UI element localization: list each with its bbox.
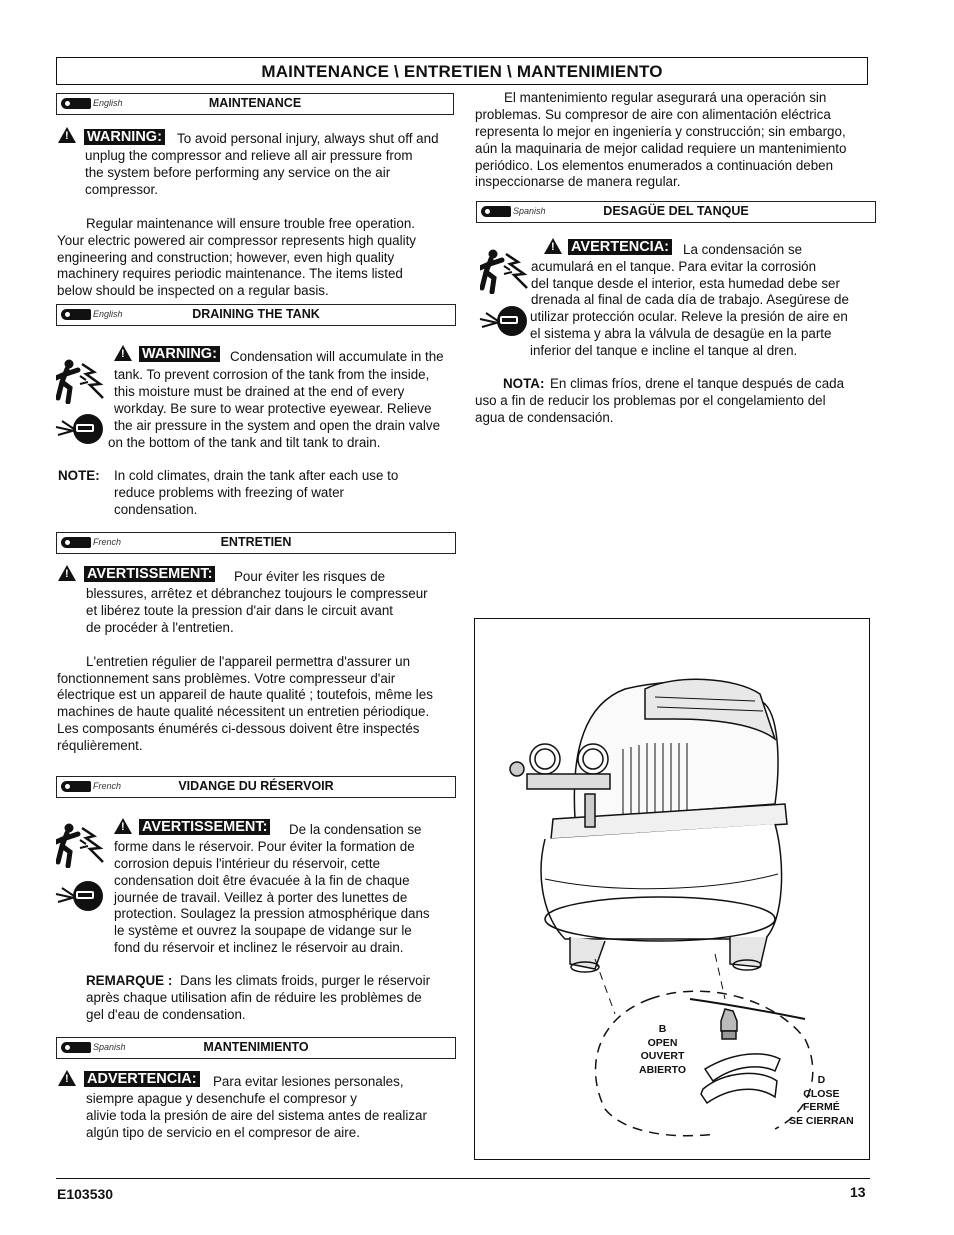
body-text-line: Regular maintenance will ensure trouble free operation. [86, 216, 416, 231]
section-header-maintenance-es [56, 1037, 456, 1059]
body-text-line: El mantenimiento regular asegurará una operación sin [504, 90, 827, 105]
warning-text-line: workday. Be sure to wear protective eyewear. Relieve [114, 401, 432, 416]
body-text-line: machines de haute qualité nécessitent un entretien périodique. [57, 704, 430, 719]
warning-icon [58, 127, 76, 145]
warning-badge: AVERTISSEMENT: [84, 565, 215, 582]
section-header-maintenance-en [56, 93, 454, 115]
section-title: DRAINING THE TANK [192, 307, 320, 321]
note-text-line: condensation. [114, 502, 198, 517]
section-title: DESAGÜE DEL TANQUE [603, 204, 749, 218]
warning-icon [58, 565, 76, 583]
warning-text-line: on the bottom of the tank and tilt tank to drain. [108, 435, 381, 450]
warning-text-line: fond du réservoir et inclinez le réservoir au drain. [114, 940, 404, 955]
electric-shock-hazard-icon [56, 822, 106, 868]
eye-protection-icon [54, 880, 106, 914]
warning-text-line: La condensación se [683, 242, 803, 257]
warning-text-line: de procéder à l'entretien. [86, 620, 234, 635]
language-tag-english: English [61, 97, 123, 110]
note-text-line: Dans les climats froids, purger le réservoir [180, 973, 431, 988]
note-text-line: après chaque utilisation afin de réduire les problèmes de [86, 990, 422, 1005]
eye-protection-icon [478, 305, 530, 339]
language-tag-spanish: Spanish [481, 205, 543, 218]
warning-text-line: drenada al final de cada día de trabajo. Asegúrese de [531, 292, 849, 307]
warning-text-line: siempre apague y desenchufe el compresor y [86, 1091, 357, 1106]
note-text-line: En climas fríos, drene el tanque después de cada [550, 376, 845, 391]
warning-text-line: Para evitar lesiones personales, [213, 1074, 404, 1089]
language-tag-french: French [61, 536, 123, 549]
warning-text-line: corrosion depuis l'intérieur du réservoir, cette [114, 856, 381, 871]
warning-icon [544, 238, 562, 256]
close-label: D CLOSE FERMÉ SE CIERRAN [789, 1074, 854, 1127]
body-text-line: machinery requires periodic maintenance. The items listed [57, 266, 403, 281]
section-title: ENTRETIEN [220, 535, 292, 549]
eye-protection-icon [54, 413, 106, 447]
section-title: VIDANGE DU RÉSERVOIR [178, 779, 334, 793]
body-text-line: L'entretien régulier de l'appareil permettra d'assurer un [86, 654, 411, 669]
warning-text-line: unplug the compressor and relieve all air pressure from [85, 148, 413, 163]
open-label: B OPEN OUVERT ABIERTO [639, 1023, 687, 1076]
warning-text-line: the air pressure in the system and open the drain valve [114, 418, 441, 433]
note-text-line: reduce problems with freezing of water [114, 485, 344, 500]
body-text-line: engineering and construction; however, even high quality [57, 250, 395, 265]
body-text-line: aún la maquinaria de mejor calidad requiere un mantenimiento [475, 141, 847, 156]
section-title: MAINTENANCE [208, 96, 302, 110]
body-text-line: réqulièrement. [57, 738, 143, 753]
warning-text-line: el sistema y abra la válvula de desagüe en la parte [530, 326, 832, 341]
body-text-line: below should be inspected on a regular basis. [57, 283, 329, 298]
note-label: NOTA: [503, 376, 545, 391]
warning-text-line: algún tipo de servicio en el compresor de aire. [86, 1125, 360, 1140]
warning-text-line: this moisture must be drained at the end of every [114, 384, 405, 399]
warning-text-line: forme dans le réservoir. Pour éviter la formation de [114, 839, 415, 854]
language-tag-french: French [61, 780, 123, 793]
warning-text-line: et libérez toute la pression d'air dans le circuit avant [86, 603, 393, 618]
warning-text-line: blessures, arrêtez et débranchez toujours le compresseur [86, 586, 428, 601]
electric-shock-hazard-icon [480, 248, 530, 294]
warning-text-line: alivie toda la presión de aire del sistema antes de realizar [86, 1108, 427, 1123]
warning-text-line: Pour éviter les risques de [234, 569, 386, 584]
document-id: E103530 [57, 1186, 114, 1202]
note-text-line: uso a fin de reducir los problemas por el congelamiento del [475, 393, 826, 408]
warning-badge: AVERTENCIA: [568, 238, 672, 255]
body-text-line: Les composants énumérés ci-dessous doivent être inspectés [57, 721, 420, 736]
page-title: MAINTENANCE \ ENTRETIEN \ MANTENIMIENTO [56, 57, 868, 85]
warning-text-line: protection. Soulagez la pression atmosphérique dans [114, 906, 430, 921]
warning-badge: WARNING: [139, 345, 220, 362]
section-header-draining-es [476, 201, 876, 223]
warning-badge: WARNING: [84, 128, 165, 145]
warning-text-line: compressor. [85, 182, 158, 197]
note-text-line: gel d'eau de condensation. [86, 1007, 246, 1022]
section-header-draining-fr [56, 776, 456, 798]
warning-text-line: condensation doit être évacuée à la fin de chaque [114, 873, 410, 888]
language-tag-english: English [61, 308, 123, 321]
warning-text-line: Condensation will accumulate in the [230, 349, 444, 364]
warning-icon [114, 818, 132, 836]
warning-text-line: utilizar protección ocular. Releve la presión de aire en [530, 309, 848, 324]
warning-icon [58, 1070, 76, 1088]
body-text-line: representa lo mejor en ingeniería y construcción; sin embargo, [475, 124, 846, 139]
section-header-draining-en [56, 304, 456, 326]
compressor-drain-figure [474, 618, 870, 1160]
warning-text-line: the system before performing any service on the air [85, 165, 391, 180]
body-text-line: fonctionnement sans problèmes. Votre compresseur d'air [57, 671, 396, 686]
body-text-line: inspeccionarse de manera regular. [475, 174, 681, 189]
body-text-line: Your electric powered air compressor represents high quality [57, 233, 416, 248]
warning-text-line: le système et ouvrez la soupape de vidange sur le [114, 923, 412, 938]
note-text-line: agua de condensación. [475, 410, 614, 425]
electric-shock-hazard-icon [56, 358, 106, 404]
body-text-line: periódico. Los elementos enumerados a continuación deben [475, 158, 834, 173]
body-text-line: électrique est un appareil de haute qualité ; toutefois, même les [57, 687, 433, 702]
warning-icon [114, 345, 132, 363]
warning-text-line: del tanque desde el interior, esta humedad debe ser [531, 276, 840, 291]
body-text-line: problemas. Su compresor de aire con alimentación eléctrica [475, 107, 831, 122]
warning-text-line: De la condensation se [289, 822, 422, 837]
warning-text-line: inferior del tanque e incline el tanque al dren. [530, 343, 798, 358]
footer-divider [56, 1178, 870, 1179]
note-label: NOTE: [58, 468, 100, 483]
section-header-maintenance-fr [56, 532, 456, 554]
warning-badge: AVERTISSEMENT: [139, 818, 270, 835]
warning-badge: ADVERTENCIA: [84, 1070, 200, 1087]
warning-text-line: tank. To prevent corrosion of the tank from the inside, [114, 367, 430, 382]
warning-text-line: acumulará en el tanque. Para evitar la corrosión [531, 259, 817, 274]
note-label: REMARQUE : [86, 973, 173, 988]
warning-text-line: journée de travail. Veillez à porter des lunettes de [114, 890, 408, 905]
language-tag-spanish: Spanish [61, 1041, 123, 1054]
note-text-line: In cold climates, drain the tank after each use to [114, 468, 399, 483]
warning-text-line: To avoid personal injury, always shut off and [177, 131, 439, 146]
section-title: MANTENIMIENTO [203, 1040, 309, 1054]
page-number: 13 [850, 1184, 866, 1200]
